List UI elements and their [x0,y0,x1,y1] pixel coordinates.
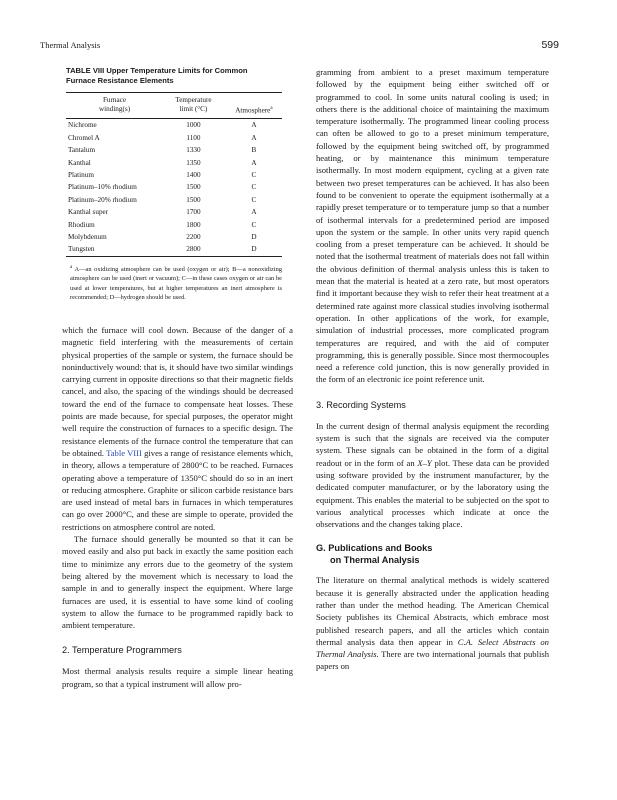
table-cell-winding: Kanthal [68,158,91,167]
table-title-line: TABLE VIII Upper Temperature Limits for Common [66,66,248,75]
table-row [66,119,282,132]
table-cell-winding: Platinum–20% rhodium [68,195,137,204]
table-cell-limit: 1400 [186,171,201,180]
table-row [66,144,282,156]
table-viii-link[interactable]: Table VIII [106,447,142,458]
table-cell-atm: D [251,233,257,242]
section-heading: 3. Recording Systems [316,399,406,410]
table-row [66,169,282,181]
table-cell-limit: 1500 [186,183,201,192]
data-table [66,92,282,257]
table-row [66,194,282,206]
table-cell-winding: Platinum [68,171,94,180]
table-cell-atm: A [251,133,257,142]
col-header-atmosphere: Atmosphere$^a$ [226,93,282,119]
section-heading: 2. Temperature Programmers [62,645,182,656]
table-row [66,231,282,243]
table-cell-atm: C [251,220,257,229]
table-cell-winding: Kanthal super [68,208,109,217]
table-cell-limit: 1350 [186,158,201,167]
paragraph: Most thermal analysis results require a simple linear heating program, so that a typical instrument will allow pro- [62,666,293,689]
table-title-line: Furnace Resistance Elements [66,76,174,85]
table-cell-winding: Rhodium [68,220,95,229]
table-cell-winding: Molybdenum [68,233,107,242]
table-cell-limit: 2200 [186,233,201,242]
table-cell-winding: Chromel A [68,133,100,142]
table-row [66,243,282,256]
table-cell-winding: Tungsten [66,243,161,256]
table-row [66,219,282,231]
table-cell-atm: C [251,195,257,204]
table-cell-atm: C [251,171,257,180]
table-row [66,181,282,193]
table-viii [66,66,282,303]
paragraph: The furnace should generally be mounted so that it can be moved easily and also put back in exactly the same position each time to minimize any errors due to the geometry of the system being altered by the movement which is necessary to load the sample in and to generally inspect the equipment. Where large furnaces are used, it is essential to have some kind of cooling system to allow the furnace to be programmed rapidly back to ambient temperature. [62,534,293,631]
table-row [66,132,282,144]
table-cell-atm: C [251,183,257,192]
table-row [66,206,282,218]
table-title [66,66,282,86]
paragraph: which the furnace will cool down. Because of the danger of a magnetic field interfering with the measurements of certain physical properties of the sample or system, the furnace should be noninductively wound: that is, it should have two similar windings carrying current in opposite directions so that their magnetic fields cancel, and also, the spacing of the windings should be decreased toward the end of the furnace to compensate heat losses. These points are made because, for special purposes, the operator might well require the construction of furnaces to a specific design. The resistance elements of the furnace control the temperature that can be obtained. Table VIII gives a range of resistance elements which, in theory, allows a temperature of 2800°C to be reached. Furnaces operating above a temperature of 1350°C should do so in an inert or reducing atmosphere. Graphite or silicon carbide resistance bars are used instead of metal bars in furnaces in which temperatures can go over 2000°C, and these are simple to operate, provided the restrictions on atmosphere control are noted. [62,325,294,532]
table-cell-atm: A [251,208,257,217]
table-cell-atm: A [251,121,257,130]
table-cell-limit: 2800 [161,243,226,256]
table-cell-limit: 1700 [186,208,201,217]
table-cell-atm: D [226,243,282,256]
table-cell-limit: 1500 [186,195,201,204]
table-cell-atm: B [251,146,257,155]
table-cell-winding: Nichrome [68,121,97,130]
section-heading: G. Publications and Books on Thermal Analysis [316,543,433,566]
page-number: 599 [541,39,559,51]
table-cell-limit: 1100 [186,133,201,142]
table-cell-limit: 1330 [186,146,201,155]
right-column [316,66,549,673]
table-cell-winding: Tantalum [68,146,96,155]
table-cell-winding: Platinum–10% rhodium [68,183,137,192]
left-column [62,324,293,690]
col-header-limit: Temperature limit (°C) [161,93,226,119]
table-footnote: $^a$ A—an oxidizing atmosphere can be used (oxygen or air); B—a nonoxidizing atmosphere can be used (inert or vacuum); C—in these cases oxygen or air can be used at lower temperatures, but at higher temperatures an inert atmosphere is recommended; D—hydrogen should be used. [70,264,282,302]
running-title: Thermal Analysis [40,40,101,50]
table-cell-atm: A [251,158,257,167]
paragraph: gramming from ambient to a preset maximum temperature followed by the equipment being either switched off or programmed to cool. In some units natural cooling is used; in others there is the additional choice of maintaining the maximum temperature isothermally. The programmed linear cooling process can often be allowed to go to a preset minimum temperature, followed by the equipment being switched off, by programmed heating, or by maintenance this minimum temperature isothermally. In most modern equipment, cycling at a given rate between two preset temperatures can be achieved. It has also been found to be convenient to operate the equipment isothermally at a rapidly preset temperature or to temperature jump so that a number of isothermal intervals for a predetermined period are imposed upon the system or the sample. In other units very rapid quench cooling from a preset temperature can be achieved. It should be noted that the isothermal treatment of materials does not fall within the obvious definition of thermal analysis unless this is taken to mean that the material is heated at a zero rate, but most operators find it important because they wish to refer their heat treatment at a determined rate against more classical studies involving isothermal operation. In other applications of the work, for example, simulation of industrial processes, more complicated program temperatures are required, and with the aid of computer programming, this is generally possible. Since most thermocouples need a reference cold junction, this is now generally provided in the form of an electronic ice point reference unit. [316,67,549,385]
table-cell-limit: 1800 [186,220,201,229]
col-header-winding: Furnace winding(s) [66,93,161,119]
paragraph: In the current design of thermal analysis equipment the recording system is such that the signals are received via the computer system. These signals can be obtained in the form of a digital readout or in the form of an X–Y plot. These data can be provided using software provided by the instrument manufacturer, by the dedicated computer manufacturer, or by the laboratory using the equipment. This enables the material to be subjected on the spot to various analytical processes which indicate at once the observations and the changes taking place. [316,420,550,530]
table-cell-limit: 1000 [186,121,201,130]
paragraph: The literature on thermal analytical methods is widely scattered because it is generally abstracted under the application heading rather than under the method heading. The American Chemical Society publishes its Chemical Abstracts, which embrace most published research papers, and all the articles which contain thermal analysis data then appear in C.A. Select Abstracts on Thermal Analysis. There are two international journals that publish papers on [316,575,549,672]
table-row [66,157,282,169]
